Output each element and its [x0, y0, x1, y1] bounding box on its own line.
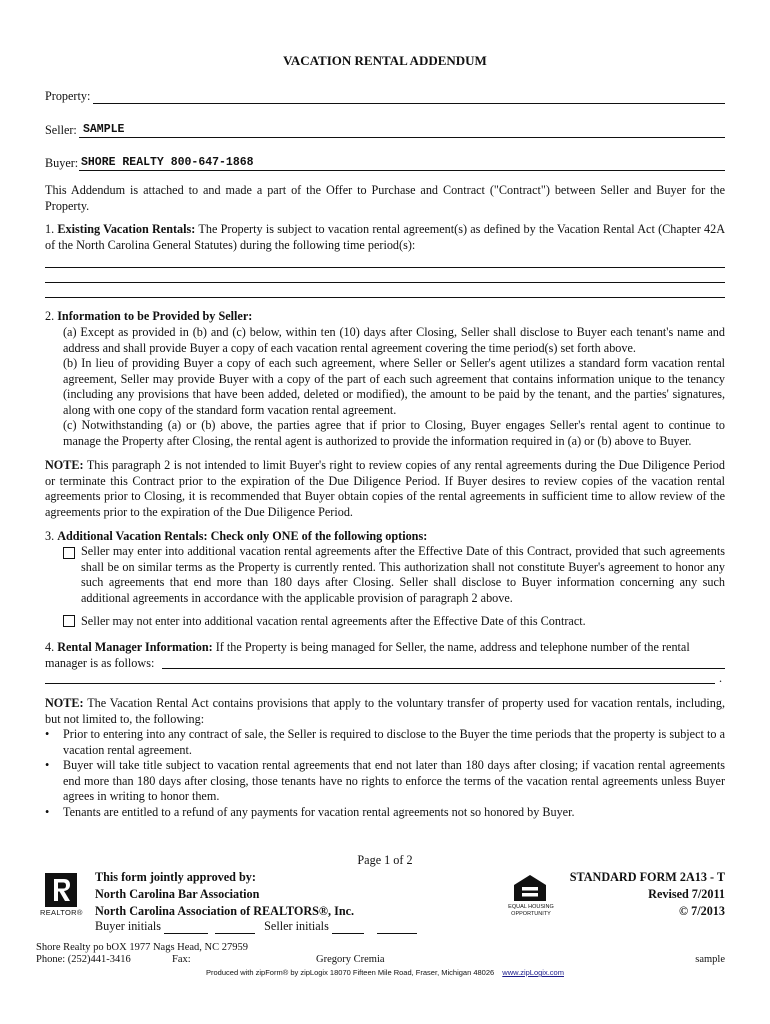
page-number: Page 1 of 2 [357, 853, 413, 867]
buyer-row [45, 155, 725, 171]
document-title: VACATION RENTAL ADDENDUM [283, 53, 487, 68]
section-2-number: 2. [45, 309, 55, 323]
office-phone: Phone: (252)441-3416 [36, 954, 131, 965]
initials-row [95, 919, 417, 934]
note-2-bullet-2 [45, 758, 725, 805]
produced-text: Produced with zipForm® by zipLogix 18070 Fifteen Mile Road, Fraser, Michigan 48026 [206, 968, 495, 977]
section-1-number: 1. [45, 222, 55, 236]
property-row [45, 88, 725, 104]
rental-period-line-3[interactable] [45, 297, 725, 298]
bullet-text: Prior to entering into any contract of sale, the Seller is required to disclose to the Buyer the time periods that the property is subject to a vacation rental agreement. [63, 727, 725, 757]
option-2-checkbox[interactable] [63, 615, 75, 627]
buyer-initials-field-1[interactable] [164, 923, 208, 934]
section-4-number: 4. [45, 640, 55, 654]
office-fax: Fax: [172, 954, 191, 965]
note-1-label: NOTE: [45, 458, 84, 472]
section-1 [45, 222, 725, 253]
rental-manager-line-2[interactable] [45, 683, 715, 684]
rental-period-line-1[interactable] [45, 267, 725, 268]
bullet-dot: • [45, 805, 50, 819]
seller-initials-field-2[interactable] [377, 923, 417, 934]
option-1-checkbox[interactable] [63, 547, 75, 559]
buyer-field[interactable] [79, 156, 725, 171]
office-address: Shore Realty po bOX 1977 Nags Head, NC 27959 [36, 942, 249, 953]
section-3-number: 3. [45, 529, 55, 543]
buyer-initials-label: Buyer initials [95, 919, 162, 933]
equal-housing-text: EQUAL HOUSING OPPORTUNITY [508, 904, 554, 917]
rental-manager-period: . [719, 671, 723, 685]
produced-by [0, 968, 770, 977]
rental-manager-line-1[interactable] [162, 668, 725, 669]
note-2-text: The Vacation Rental Act contains provisions that apply to the voluntary transfer of property used for vacation rentals, including, but not limited to, the following: [45, 696, 725, 726]
ziplogix-link[interactable]: www.zipLogix.com [502, 968, 564, 977]
buyer-label: Buyer: [45, 156, 79, 170]
seller-value: SAMPLE [83, 123, 125, 136]
agent-name: Gregory Cremia [316, 954, 385, 965]
seller-initials-field-1[interactable] [332, 923, 364, 934]
property-label: Property: [45, 89, 91, 103]
buyer-value: SHORE REALTY 800-647-1868 [81, 156, 254, 169]
section-4-text: If the Property is being managed for Seller, the name, address and telephone number of the rental [215, 640, 690, 654]
seller-label: Seller: [45, 123, 77, 137]
approval-line-1: This form jointly approved by: [95, 870, 256, 884]
buyer-initials-field-2[interactable] [215, 923, 255, 934]
option-1-text: Seller may enter into additional vacation rental agreements after the Effective Date of this Contract, provided that such agreements shall be on similar terms as the Property is currently rented. This authorization shall not constitute Buyer's agreement to honor any such agreements that end more than 180 days after Closing. Seller shall disclose to Buyer information concerning any such additional agreements in accordance with the applicable provision of paragraph 2 above. [81, 544, 725, 605]
section-4-line2: manager is as follows: [45, 656, 155, 670]
note-2-bullet-1 [45, 727, 725, 758]
bullet-text: Buyer will take title subject to vacation rental agreements that end not later than 180 days after closing; if vacation rental agreements end more than 180 days after closing, those tenants have no rights to enforce the terms of the vacation rental agreements unless Buyer agrees in writing to honor them. [63, 758, 725, 803]
section-2c: (c) Notwithstanding (a) or (b) above, the parties agree that if prior to Closing, Buyer engages Seller's rental agent to continue to manage the Property after Closing, the rental agent is authorized to provide the information required in (a) or (b) above to Buyer. [63, 418, 725, 448]
property-field[interactable] [93, 89, 725, 104]
section-1-heading: Existing Vacation Rentals: [57, 222, 196, 236]
note-2-bullet-3 [45, 805, 725, 821]
rental-period-line-2[interactable] [45, 282, 725, 283]
seller-row [45, 122, 725, 138]
note-2 [45, 696, 725, 727]
approval-block [95, 869, 354, 920]
standard-form: STANDARD FORM 2A13 - T [569, 870, 725, 884]
document-name: sample [695, 954, 725, 965]
realtor-logo-text: REALTOR® [40, 908, 83, 917]
section-4-heading: Rental Manager Information: [57, 640, 213, 654]
note-1-text: This paragraph 2 is not intended to limit Buyer's right to review copies of any rental agreements during the Due Diligence Period or terminate this Contract prior to the expiration of the Due Diligence Period. If Buyer desires to review copies of the vacation rental agreements prior to Closing, it is recommended that Buyer obtain copies of the rental agreements in sufficient time to allow review of the agreements prior to the expiration of the Due Diligence Period. [45, 458, 725, 519]
seller-initials-label: Seller initials [264, 919, 329, 933]
bullet-text: Tenants are entitled to a refund of any payments for vacation rental agreements not so honored by Buyer. [63, 805, 575, 819]
bullet-dot: • [45, 727, 50, 741]
section-3-heading-row [45, 529, 725, 545]
approval-line-3: North Carolina Association of REALTORS®, Inc. [95, 904, 355, 918]
section-2b: (b) In lieu of providing Buyer a copy of each such agreement, where Seller or Seller's agent utilizes a standard form vacation rental agreement, Seller may provide Buyer with a copy of the part of each such agreement that contains information unique to the tenancy (including any provisions that have been added, deleted or modified), the amount to be paid by the tenant, and the parties' signatures, along with one copy of the standard form vacation rental agreement. [63, 356, 725, 417]
section-1-text: The Property is subject to vacation rental agreement(s) as defined by the Vacation Rental Act (Chapter 42A of the North Carolina General Statutes) during the following time period(s): [45, 222, 726, 252]
approval-line-2: North Carolina Bar Association [95, 887, 260, 901]
section-2-heading: Information to be Provided by Seller: [57, 309, 253, 323]
section-3-heading: Additional Vacation Rentals: Check only ONE of the following options: [57, 529, 428, 543]
form-id-block [520, 869, 725, 920]
note-2-label: NOTE: [45, 696, 84, 710]
option-2-text: Seller may not enter into additional vacation rental agreements after the Effective Date of this Contract. [81, 614, 586, 628]
copyright: © 7/2013 [678, 904, 725, 918]
seller-field[interactable] [79, 123, 725, 138]
intro-paragraph: This Addendum is attached to and made a part of the Offer to Purchase and Contract ("Contract") between Seller and Buyer for the Property. [45, 183, 725, 213]
section-4 [45, 640, 725, 656]
realtor-r-icon [44, 872, 78, 908]
note-1 [45, 458, 725, 520]
revised-date: Revised 7/2011 [648, 887, 725, 901]
section-2-heading-row [45, 309, 725, 325]
section-2a: (a) Except as provided in (b) and (c) below, within ten (10) days after Closing, Seller shall disclose to Buyer each tenant's name and address and shall provide Buyer a copy of each vacation rental agreement covering the time period(s) set forth above. [63, 325, 725, 355]
bullet-dot: • [45, 758, 50, 772]
